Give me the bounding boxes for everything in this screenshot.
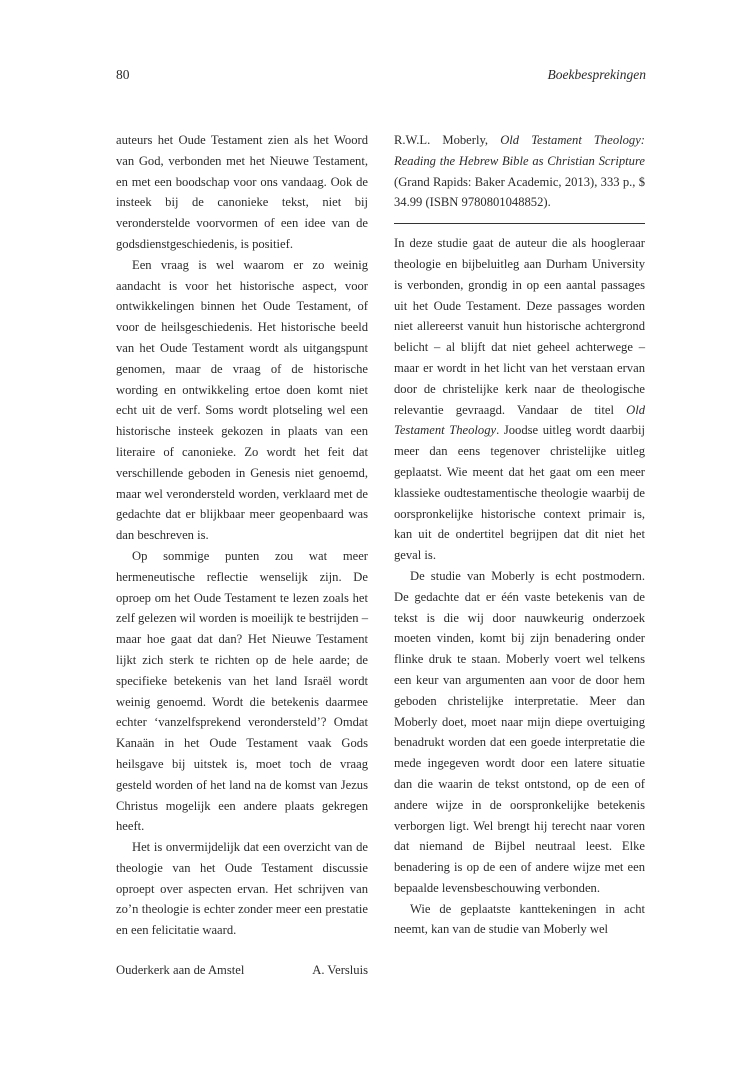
- right-paragraph-3: Wie de geplaatste kanttekeningen in acht neemt, kan van de studie van Moberly wel: [394, 901, 645, 937]
- review-signature: [116, 960, 368, 981]
- left-paragraph-1: auteurs het Oude Testament zien als het Woord van God, verbonden met het Nieuwe Testament, en met een boodschap voor ons vandaag. Ook de insteek bij de canonieke tekst, niet bij veronderstelde voorvormen of een idee van de godsdienstgeschiedenis, is positief.: [116, 133, 368, 251]
- page-number: 80: [116, 67, 130, 82]
- left-paragraph-2: Een vraag is wel waarom er zo weinig aandacht is voor het historische aspect, voor ontwikkelingen binnen het Oude Testament, of voor de heilsgeschiedenis. Het historische beeld van het Oude Testament wordt als uitgangspunt genomen, maar de vraag of de historische wording en ontwikkeling ertoe doen komt niet echt uit de verf. Soms wordt plotseling wel een historische insteek gekozen in plaats van een literaire of canonieke. Zo wordt het feit dat verschillende geboden in Genesis niet genoemd, maar wel verondersteld worden, verklaard met de gedachte dat er blijkbaar meer geopenbaard was dan beschreven is.: [116, 257, 368, 543]
- book-details: (Grand Rapids: Baker Academic, 2013), 333 p., $ 34.99 (ISBN 9780801048852).: [394, 174, 645, 210]
- left-paragraph-3: Op sommige punten zou wat meer hermeneutische reflectie wenselijk zijn. De oproep om het Oude Testament te lezen zoals het zelf gelezen wil worden is moeilijk te bestrijden – maar hoe gaat dat dan? Het Nieuwe Testament lijkt zich sterk te richten op de hele aarde; de specifieke betekenis van het land Israël wordt weinig genoemd. Wordt die betekenis daarmee echter ‘vanzelfsprekend verondersteld’? Omdat Kanaän in het Oude Testament vaak Gods heilsgave bij uitstek is, moet toch de vraag gesteld worden of het land na de komst van Jezus Christus mogelijk een andere plaats gekregen heeft.: [116, 548, 368, 834]
- right-column: [394, 130, 645, 940]
- book-reference: [394, 130, 645, 213]
- left-column: [116, 130, 368, 981]
- signature-place: Ouderkerk aan de Amstel: [116, 963, 245, 978]
- left-paragraph-4: Het is onvermijdelijk dat een overzicht van de theologie van het Oude Testament discussie oproept over aspecten ervan. Het schrijven van zo’n theologie is echter zonder meer een prestatie en een felicitatie waard.: [116, 840, 368, 938]
- book-author: R.W.L. Moberly,: [394, 133, 501, 147]
- right-paragraph-1: [394, 233, 645, 566]
- running-head: Boekbesprekingen: [547, 67, 646, 82]
- separator-rule: [394, 223, 645, 224]
- book-title: Old Testament Theology: Reading the Hebrew Bible as Christian Scripture: [394, 133, 645, 168]
- right-paragraph-1-text-b: . Joodse uitleg wordt daarbij meer dan eens tegenover christelijke uitleg geplaatst. Wie meent dat het gaat om een meer klassieke oudtestamentische theologie waarbij de oorspronkelijke historische context primair is, kan uit de ondertitel begrijpen dat dit niet het geval is.: [394, 423, 645, 563]
- right-paragraph-2: De studie van Moberly is echt postmodern. De gedachte dat er één vaste betekenis van de tekst is die wij door nauwkeurig onderzoek moeten vinden, komt bij zijn benadering onder flinke druk te staan. Moberly voert wel telkens een keur van argumenten aan voor de door hem geboden christelijke interpretatie. Meer dan Moberly doet, moet naar mijn diepe overtuiging benadrukt worden dat een goede interpretatie die mede ingegeven wordt door een latere situatie dan die waarin de tekst ontstond, op de een of andere wijze in de oorspronkelijke betekenis verborgen ligt. Wel brengt hij terecht naar voren dat niemand de Bijbel neutraal leest. Elke benadering is op de een of andere wijze met een bepaalde levensbeschouwing verbonden.: [394, 568, 645, 895]
- right-paragraph-1-text-a: In deze studie gaat de auteur die als hoogleraar theologie en bijbeluitleg aan Durham University is verbonden, grondig in op een aantal passages uit het Oude Testament. Deze passages worden niet allereerst vanuit hun historische achtergrond belicht – al blijft dat niet geheel achterwege – maar er wordt in het licht van het verstaan ervan door de christelijke kerk naar de theologische relevantie gevraagd. Vandaar de titel: [394, 236, 645, 417]
- right-paragraph-1-title: Old Testament Theology: [394, 402, 645, 438]
- signature-name: A. Versluis: [312, 963, 368, 978]
